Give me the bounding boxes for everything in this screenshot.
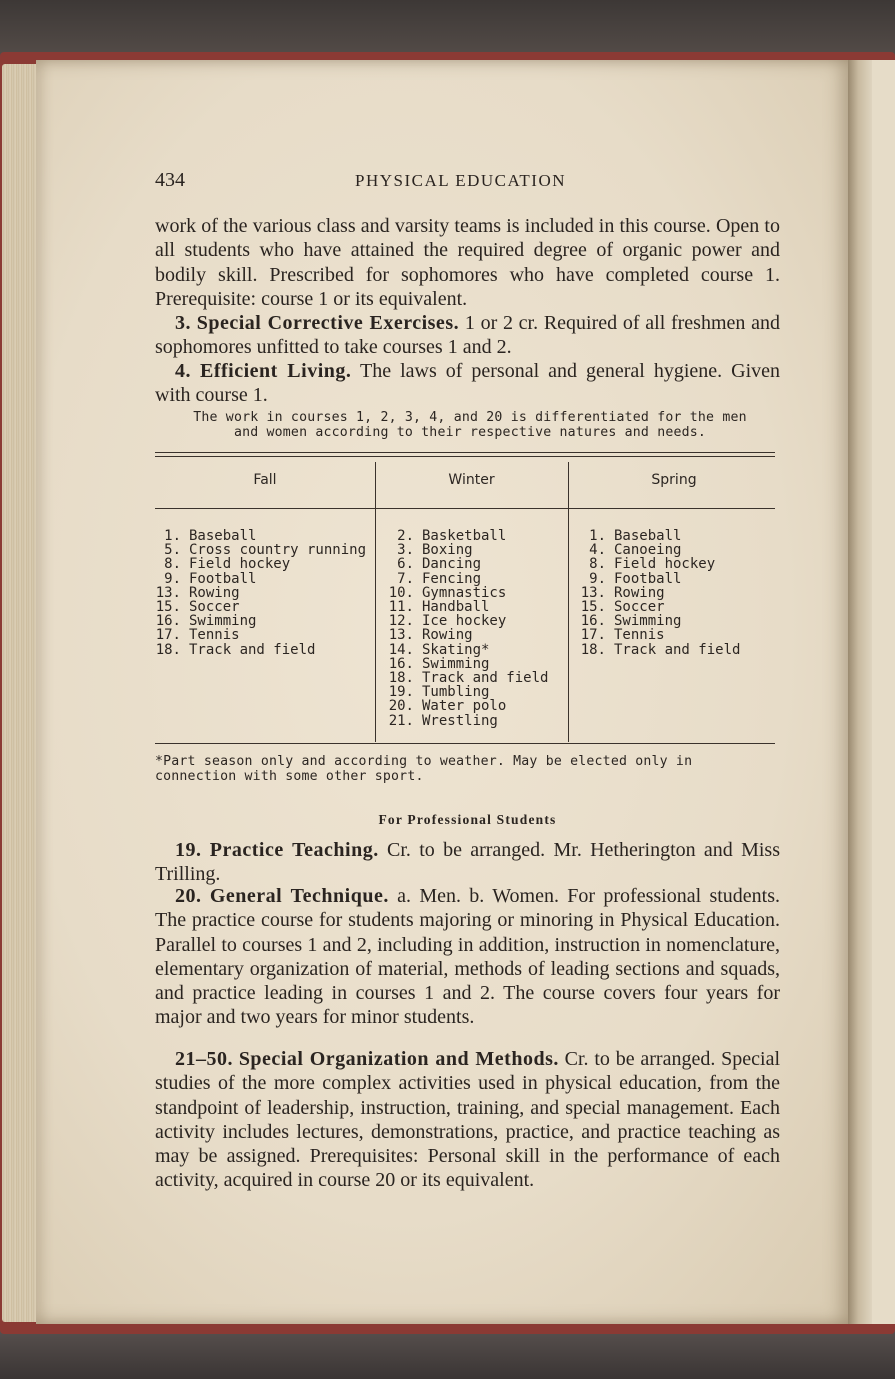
sport-name: Ice hockey	[422, 613, 507, 630]
sport-number: 14.	[388, 641, 414, 658]
sport-row	[580, 572, 740, 586]
table-bottom-rule	[155, 743, 775, 744]
course-number: 21–50.	[175, 1048, 233, 1070]
sport-row	[388, 643, 548, 657]
sport-row	[388, 586, 548, 600]
page-number: 434	[155, 169, 185, 191]
sport-number: 9.	[164, 570, 181, 587]
sport-number: 12.	[388, 613, 414, 630]
sport-row	[155, 628, 366, 642]
spring-sports-list	[580, 529, 740, 657]
intro-paragraph: work of the various class and varsity teams is included in this course. Open to all students who have attained the required degree of organic power and bodily skill. Prescribed for sophomores who have completed course 1. Prerequisite: course 1 or its equivalent.	[155, 215, 780, 310]
sport-row	[155, 643, 366, 657]
sport-row	[388, 600, 548, 614]
sport-number: 9.	[589, 570, 606, 587]
course-text: The laws of personal and general hygiene. Given with course 1.	[155, 360, 781, 407]
section-heading: For Professional Students	[378, 812, 557, 827]
sport-name: Fencing	[422, 570, 482, 587]
sport-row	[580, 643, 740, 657]
sport-name: Baseball	[614, 528, 682, 544]
course-text: Cr. to be arranged. Special studies of the more complex activities used in physical education, from the standpoint of leadership, instruction, training, and special management. Each activity includes lectures, demonstrations, practice, and practice teaching as may be assigned. Prerequisites: Personal skill in the performance of each activity, acquired in course 20 or its equivalent.	[155, 1048, 781, 1192]
sport-name: Gymnastics	[422, 584, 507, 601]
course-text: 1 or 2 cr. Required of all freshmen and sophomores unfitted to take courses 1 and 2.	[155, 312, 781, 359]
fall-sports-list	[155, 529, 366, 657]
sport-number: 20.	[388, 698, 414, 715]
sport-row	[388, 714, 548, 728]
sport-row	[580, 586, 740, 600]
sport-name: Track and field	[614, 641, 741, 658]
sport-number: 17.	[155, 627, 181, 644]
sport-name: Field hockey	[614, 556, 716, 573]
sport-name: Football	[614, 570, 682, 587]
sport-name: Dancing	[422, 556, 482, 573]
sport-number: 18.	[155, 641, 181, 658]
course-4	[155, 359, 780, 408]
sport-row	[580, 543, 740, 557]
sport-number: 19.	[388, 684, 414, 701]
sport-name: Boxing	[422, 542, 473, 559]
sport-name: Field hockey	[189, 556, 291, 573]
backdrop-top	[0, 0, 895, 58]
book-gutter	[848, 60, 874, 1324]
table-col-divider-1	[375, 462, 376, 742]
sport-row	[580, 529, 740, 543]
course-text: Cr. to be arranged. Mr. Hetherington and Miss Trilling.	[155, 839, 781, 886]
page-title: PHYSICAL EDUCATION	[355, 171, 567, 190]
sport-row	[155, 572, 366, 586]
course-number: 4.	[175, 360, 191, 382]
sport-name: Track and field	[422, 670, 549, 687]
course-number: 19.	[175, 839, 202, 861]
course-name: Special Organization and Methods.	[238, 1048, 559, 1070]
sport-name: Rowing	[189, 584, 240, 601]
sport-row	[155, 529, 366, 543]
sport-name: Swimming	[422, 655, 490, 672]
sport-number: 13.	[580, 584, 606, 601]
sport-name: Soccer	[189, 599, 240, 616]
sport-row	[155, 543, 366, 557]
sport-name: Swimming	[614, 613, 682, 630]
sport-row	[388, 699, 548, 713]
sport-row	[388, 671, 548, 685]
sport-number: 7.	[397, 570, 414, 587]
sport-name: Basketball	[422, 528, 507, 544]
facing-page-edge	[872, 60, 895, 1324]
sport-name: Soccer	[614, 599, 665, 616]
sport-number: 5.	[164, 542, 181, 559]
table-note: The work in courses 1, 2, 3, 4, and 20 is differentiated for the men and women according to their respective natures and needs.	[193, 410, 747, 440]
sport-row	[388, 529, 548, 543]
sport-name: Tennis	[189, 627, 240, 644]
sport-name: Cross country running	[189, 542, 367, 559]
sport-row	[388, 628, 548, 642]
sport-row	[155, 600, 366, 614]
sport-number: 16.	[580, 613, 606, 630]
table-footnote: *Part season only and according to weather. May be elected only in connection with some other sport.	[155, 754, 693, 784]
sport-number: 3.	[397, 542, 414, 559]
sport-number: 16.	[155, 613, 181, 630]
course-number: 20.	[175, 885, 202, 907]
sport-row	[580, 614, 740, 628]
column-header-winter: Winter	[448, 472, 495, 488]
sport-row	[388, 572, 548, 586]
course-19	[155, 838, 780, 887]
sport-number: 1.	[164, 528, 181, 544]
sport-name: Skating*	[422, 641, 490, 658]
sport-row	[388, 657, 548, 671]
course-20	[155, 884, 780, 1030]
sport-number: 18.	[388, 670, 414, 687]
sport-name: Rowing	[422, 627, 473, 644]
table-col-divider-2	[568, 462, 569, 742]
sport-row	[388, 557, 548, 571]
sport-name: Football	[189, 570, 257, 587]
sport-row	[155, 557, 366, 571]
sport-row	[388, 543, 548, 557]
sport-number: 4.	[589, 542, 606, 559]
table-top-rule	[155, 452, 775, 453]
sport-name: Baseball	[189, 528, 257, 544]
sport-number: 16.	[388, 655, 414, 672]
winter-sports-list	[388, 529, 548, 728]
sport-number: 15.	[580, 599, 606, 616]
course-21-50	[155, 1047, 780, 1193]
course-text: a. Men. b. Women. For professional students. The practice course for students majoring or minoring in Physical Education. Parallel to courses 1 and 2, including in addition, instruction in nomenclature, elementary organization of material, methods of leading sections and squads, and practice leading in courses 1 and 2. The course covers four years for major and two years for minor students.	[155, 885, 780, 1029]
sport-number: 10.	[388, 584, 414, 601]
course-number: 3.	[175, 312, 191, 334]
sport-name: Water polo	[422, 698, 507, 715]
table-header-rule	[155, 508, 775, 509]
sport-name: Canoeing	[614, 542, 682, 559]
course-3	[155, 311, 780, 360]
sport-row	[580, 600, 740, 614]
course-name: Practice Teaching.	[209, 839, 379, 861]
sport-row	[580, 628, 740, 642]
sport-number: 8.	[164, 556, 181, 573]
sport-name: Tumbling	[422, 684, 490, 701]
sport-row	[388, 614, 548, 628]
sport-number: 17.	[580, 627, 606, 644]
course-name: Efficient Living.	[200, 360, 352, 382]
sport-number: 18.	[580, 641, 606, 658]
sport-name: Swimming	[189, 613, 257, 630]
sport-row	[155, 614, 366, 628]
sport-name: Wrestling	[422, 712, 498, 729]
sport-row	[388, 685, 548, 699]
sport-number: 21.	[388, 712, 414, 729]
column-header-spring: Spring	[651, 472, 697, 488]
sport-row	[155, 586, 366, 600]
sport-name: Track and field	[189, 641, 316, 658]
course-name: Special Corrective Exercises.	[196, 312, 460, 334]
sport-name: Tennis	[614, 627, 665, 644]
sport-number: 15.	[155, 599, 181, 616]
running-head	[155, 165, 780, 193]
sport-number: 6.	[397, 556, 414, 573]
sport-name: Handball	[422, 599, 490, 616]
sport-row	[580, 557, 740, 571]
sport-number: 13.	[388, 627, 414, 644]
table-top-rule-2	[155, 456, 775, 457]
sport-number: 11.	[388, 599, 414, 616]
sport-name: Rowing	[614, 584, 665, 601]
sport-number: 8.	[589, 556, 606, 573]
sport-number: 1.	[589, 528, 606, 544]
column-header-fall: Fall	[253, 472, 277, 488]
sport-number: 2.	[397, 528, 414, 544]
sport-number: 13.	[155, 584, 181, 601]
course-name: General Technique.	[209, 885, 389, 907]
